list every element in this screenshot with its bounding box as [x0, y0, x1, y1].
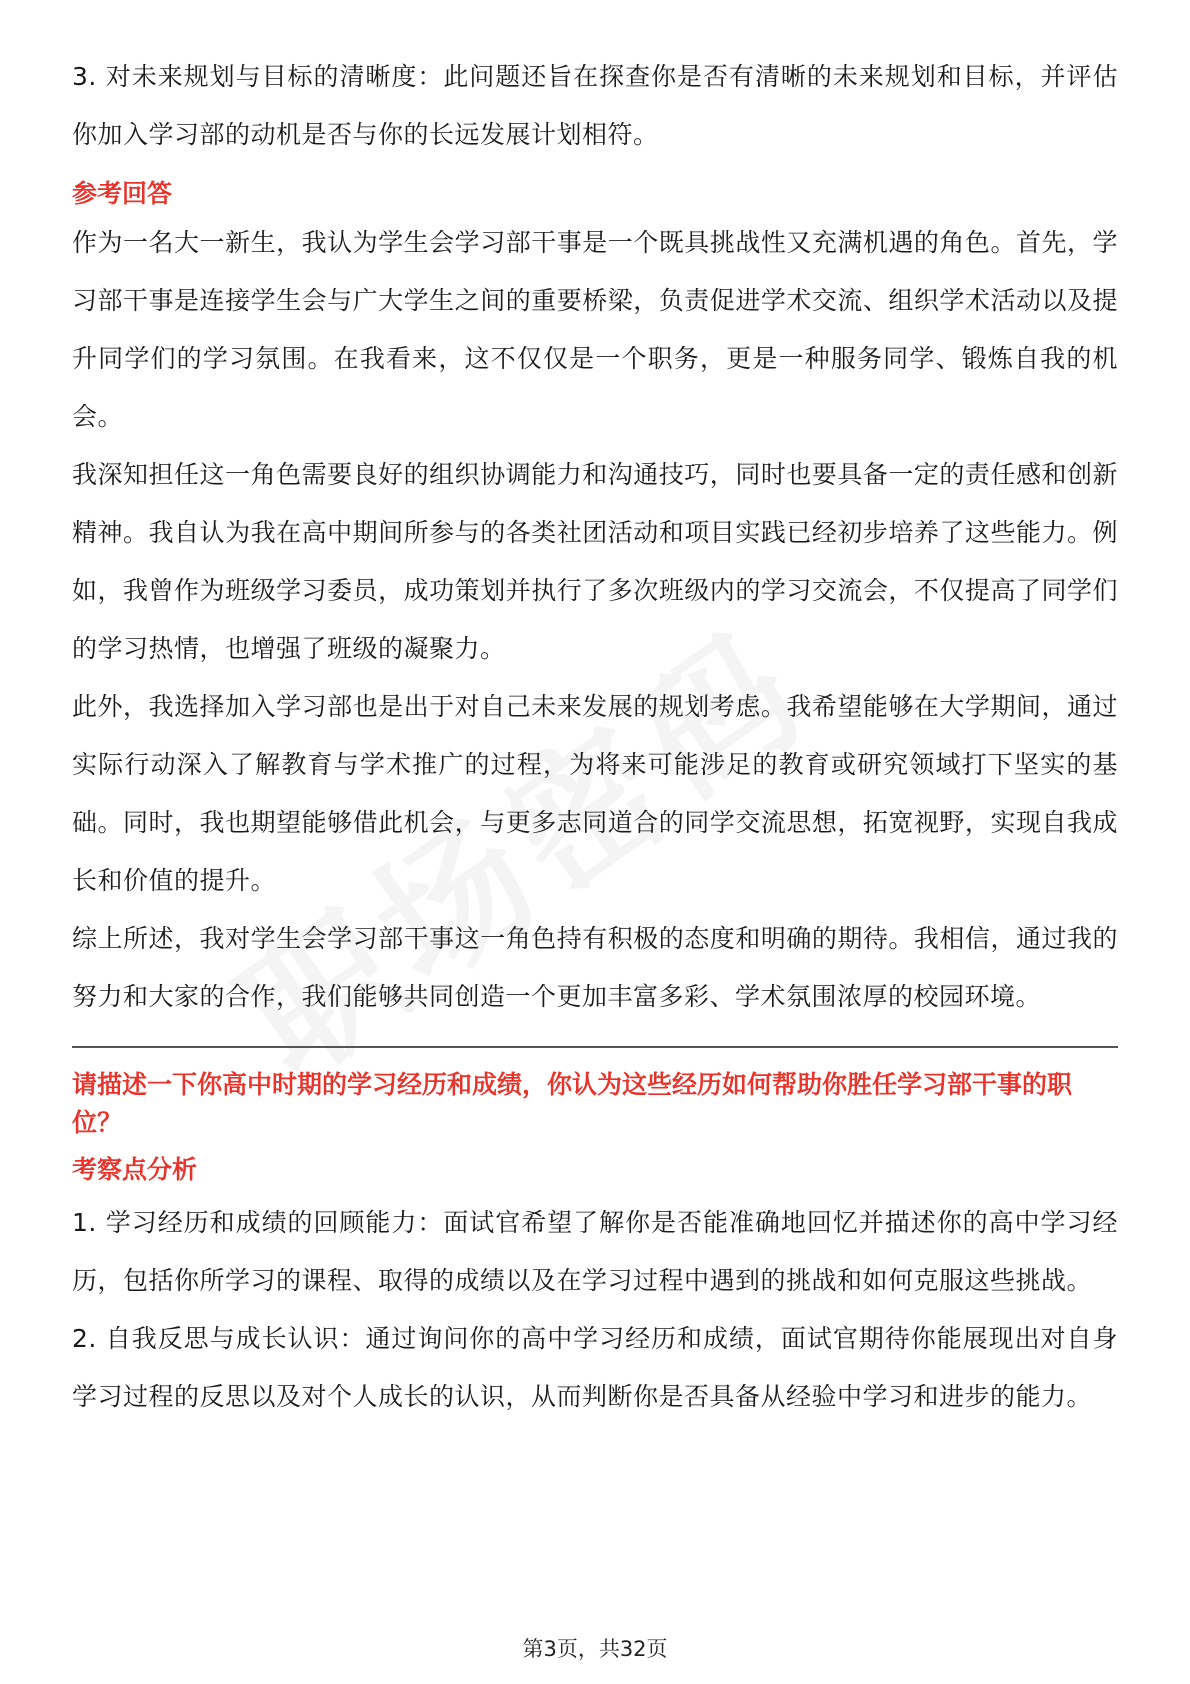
analysis-heading: 考察点分析 — [72, 1155, 198, 1184]
section-divider — [72, 1046, 1118, 1048]
answer-paragraph-2: 我深知担任这一角色需要良好的组织协调能力和沟通技巧，同时也要具备一定的责任感和创新精神。我自认为我在高中期间所参与的各类社团活动和项目实践已经初步培养了这些能力。例如，我曾作为班级学习委员，成功策划并执行了多次班级内的学习交流会，不仅提高了同学们的学习热情，也增强了班级的凝聚力。 — [72, 460, 1118, 663]
answer-paragraph-1: 作为一名大一新生，我认为学生会学习部干事是一个既具挑战性又充满机遇的角色。首先，学习部干事是连接学生会与广大学生之间的重要桥梁，负责促进学术交流、组织学术活动以及提升同学们的学习氛围。在我看来，这不仅仅是一个职务，更是一种服务同学、锻炼自我的机会。 — [72, 228, 1118, 431]
answer-paragraph-4: 综上所述，我对学生会学习部干事这一角色持有积极的态度和明确的期待。我相信，通过我的努力和大家的合作，我们能够共同创造一个更加丰富多彩、学术氛围浓厚的校园环境。 — [72, 924, 1118, 1011]
answer-paragraph-3: 此外，我选择加入学习部也是出于对自己未来发展的规划考虑。我希望能够在大学期间，通过实际行动深入了解教育与学术推广的过程，为将来可能涉足的教育或研究领域打下坚实的基础。同时，我也期望能够借此机会，与更多志同道合的同学交流思想，拓宽视野，实现自我成长和价值的提升。 — [72, 692, 1118, 895]
document-page — [72, 48, 1118, 1426]
answer-heading: 参考回答 — [72, 179, 173, 208]
analysis-point-1: 1. 学习经历和成绩的回顾能力：面试官希望了解你是否能准确地回忆并描述你的高中学习经历，包括你所学习的课程、取得的成绩以及在学习过程中遇到的挑战和如何克服这些挑战。 — [72, 1208, 1118, 1295]
page-footer: 第3页，共32页 — [522, 1637, 668, 1661]
question-heading: 请描述一下你高中时期的学习经历和成绩，你认为这些经历如何帮助你胜任学习部干事的职位？ — [72, 1070, 1073, 1137]
intro-point-3: 3. 对未来规划与目标的清晰度：此问题还旨在探查你是否有清晰的未来规划和目标，并评估你加入学习部的动机是否与你的长远发展计划相符。 — [72, 62, 1118, 149]
analysis-point-2: 2. 自我反思与成长认识：通过询问你的高中学习经历和成绩，面试官期待你能展现出对自身学习过程的反思以及对个人成长的认识，从而判断你是否具备从经验中学习和进步的能力。 — [72, 1324, 1118, 1411]
